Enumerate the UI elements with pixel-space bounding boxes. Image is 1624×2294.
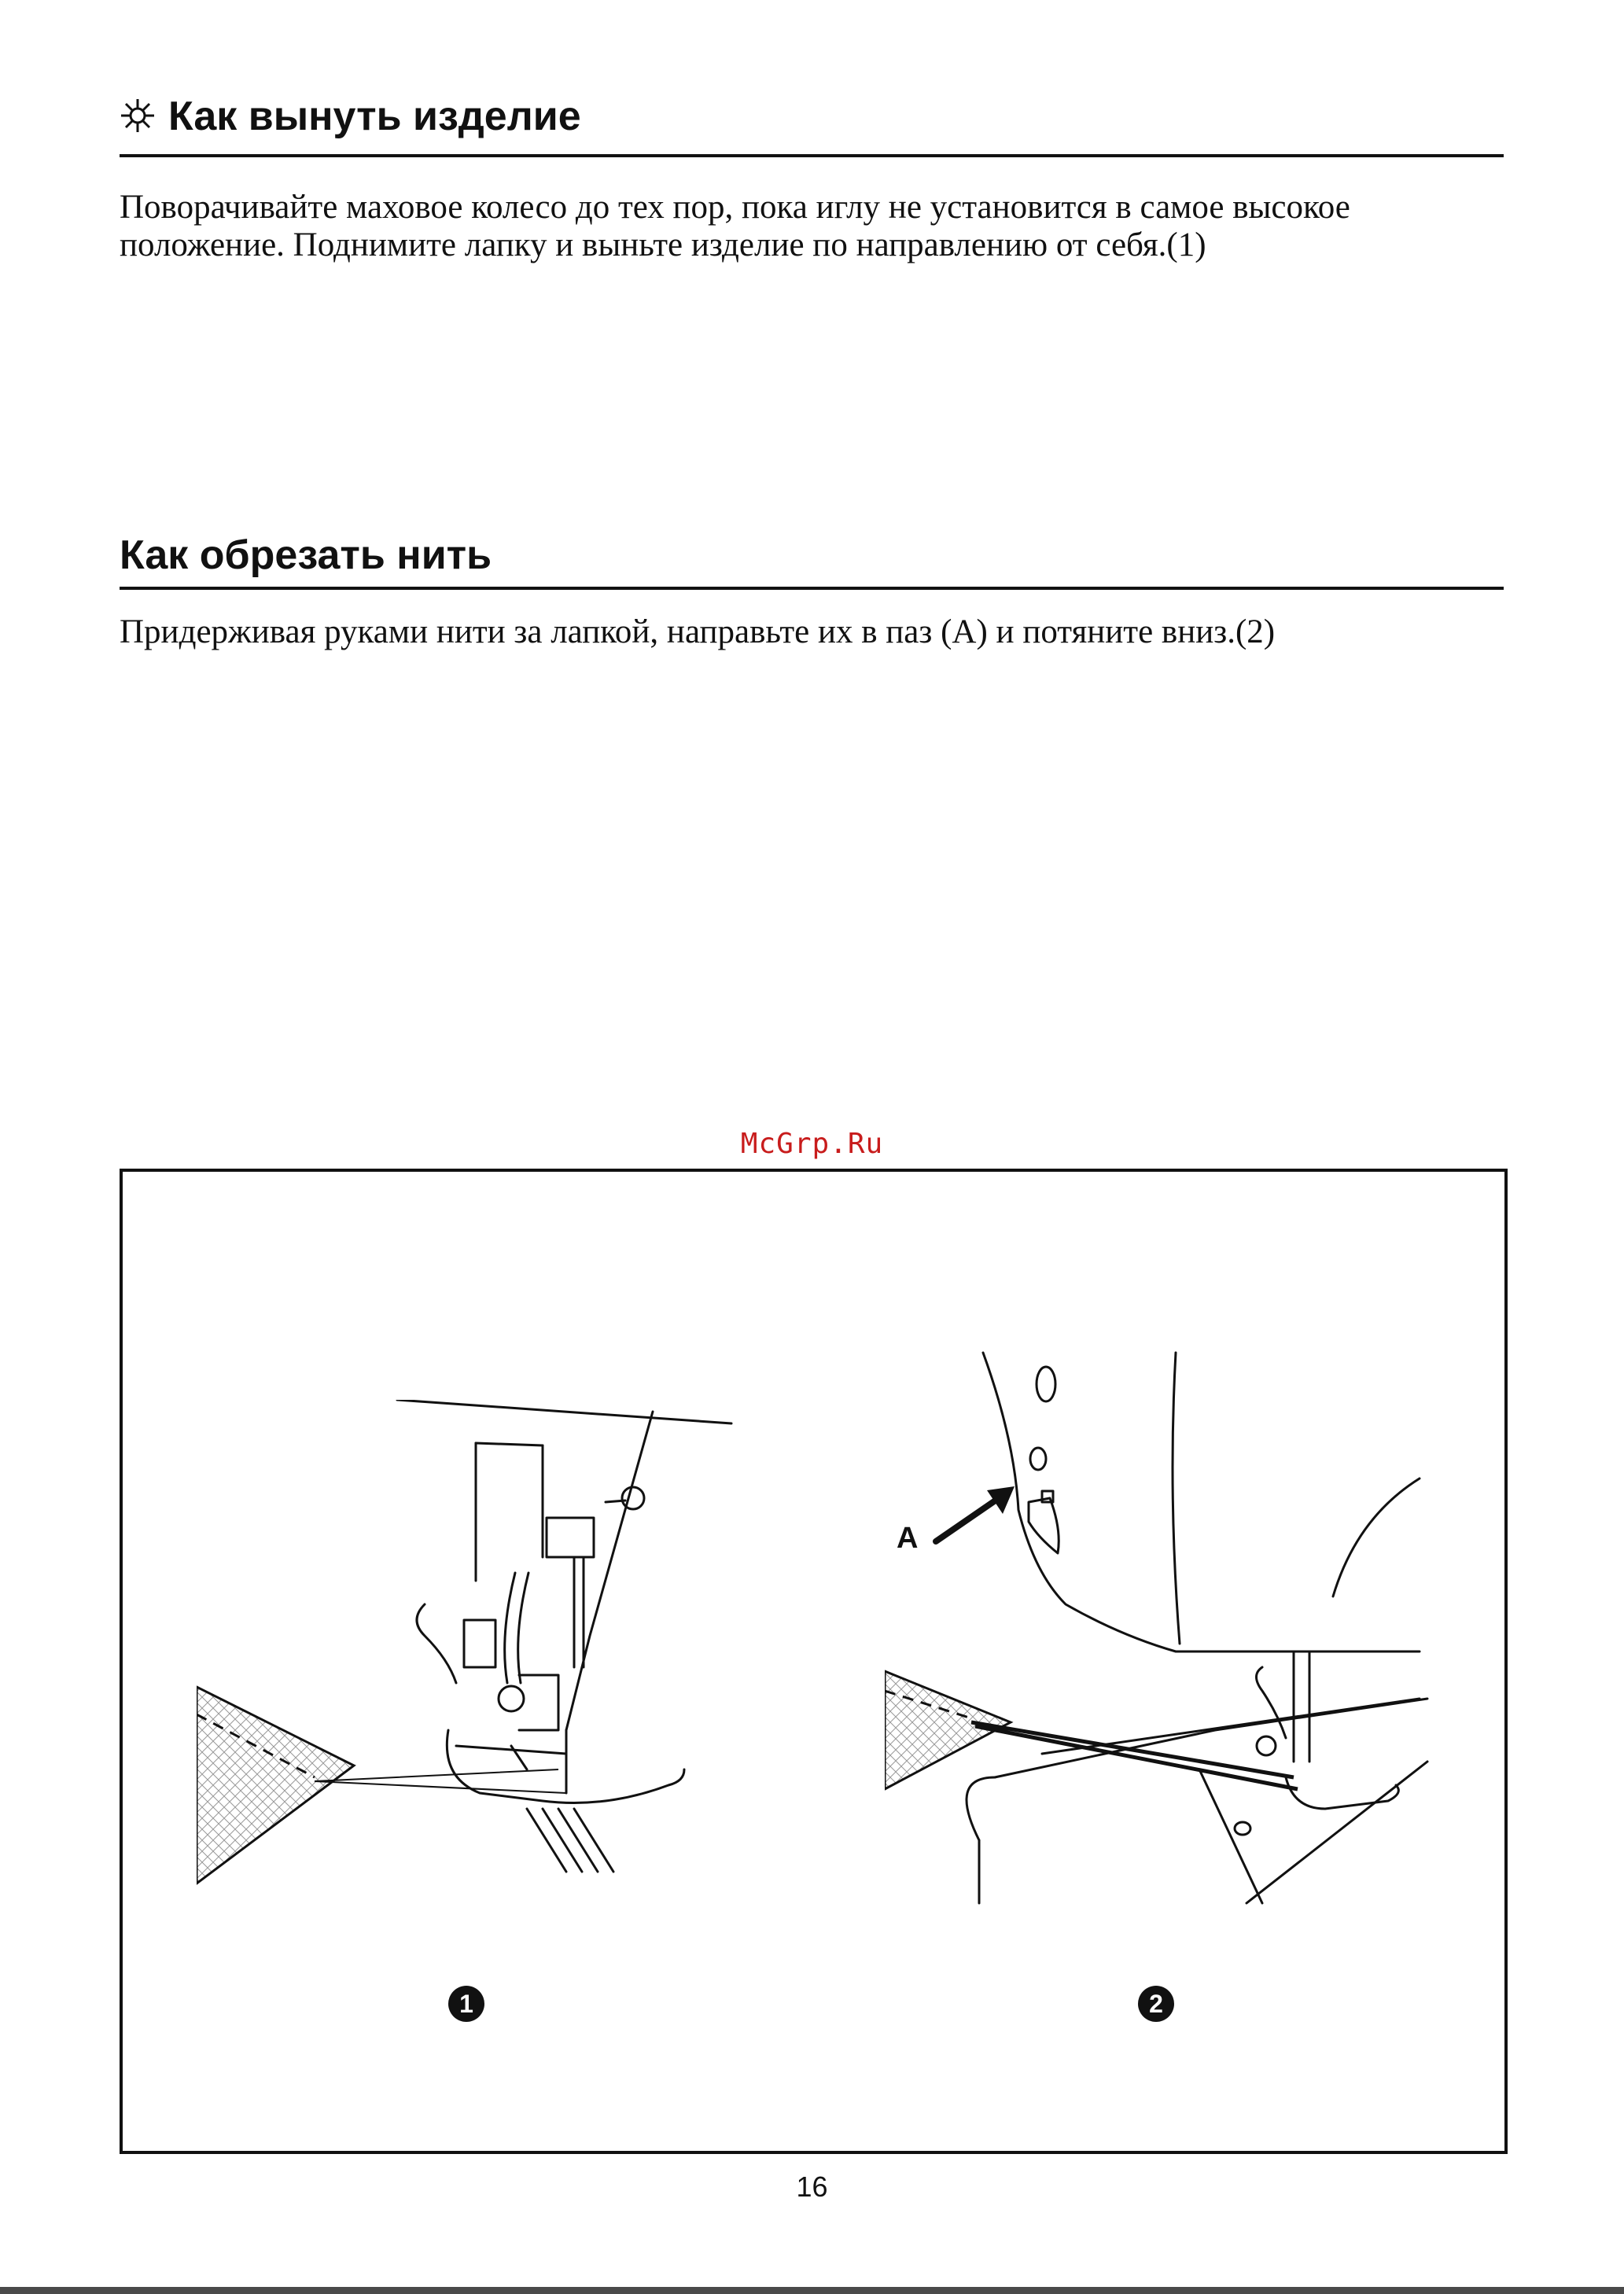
presser-foot-illustration-cut-thread xyxy=(885,1337,1435,1919)
slot-label-a: A xyxy=(897,1522,919,1555)
section-paragraph-remove-fabric: Поворачивайте маховое колесо до тех пор, пока иглу не установится в самое высокое положение. Поднимите лапку и выньте изделие по направлению от себя.(1) xyxy=(120,189,1350,263)
watermark: McGrp.Ru xyxy=(740,1128,884,1160)
page-bottom-border xyxy=(0,2287,1624,2294)
section-divider xyxy=(120,154,1504,157)
step-marker-2: 2 xyxy=(1138,1986,1174,2022)
step-marker-1: 1 xyxy=(448,1986,484,2022)
section-paragraph-cut-thread: Придерживая руками нити за лапкой, направьте их в паз (А) и потяните вниз.(2) xyxy=(120,613,1276,650)
section-divider xyxy=(120,587,1504,590)
presser-foot-illustration-remove-fabric xyxy=(197,1400,763,1919)
section-title-remove-fabric xyxy=(120,94,581,139)
page-number: 16 xyxy=(796,2171,828,2203)
compass-star-icon xyxy=(120,98,156,134)
section-title-cut-thread: Как обрезать нить xyxy=(120,532,492,578)
section-title-text: Как вынуть изделие xyxy=(168,94,581,139)
